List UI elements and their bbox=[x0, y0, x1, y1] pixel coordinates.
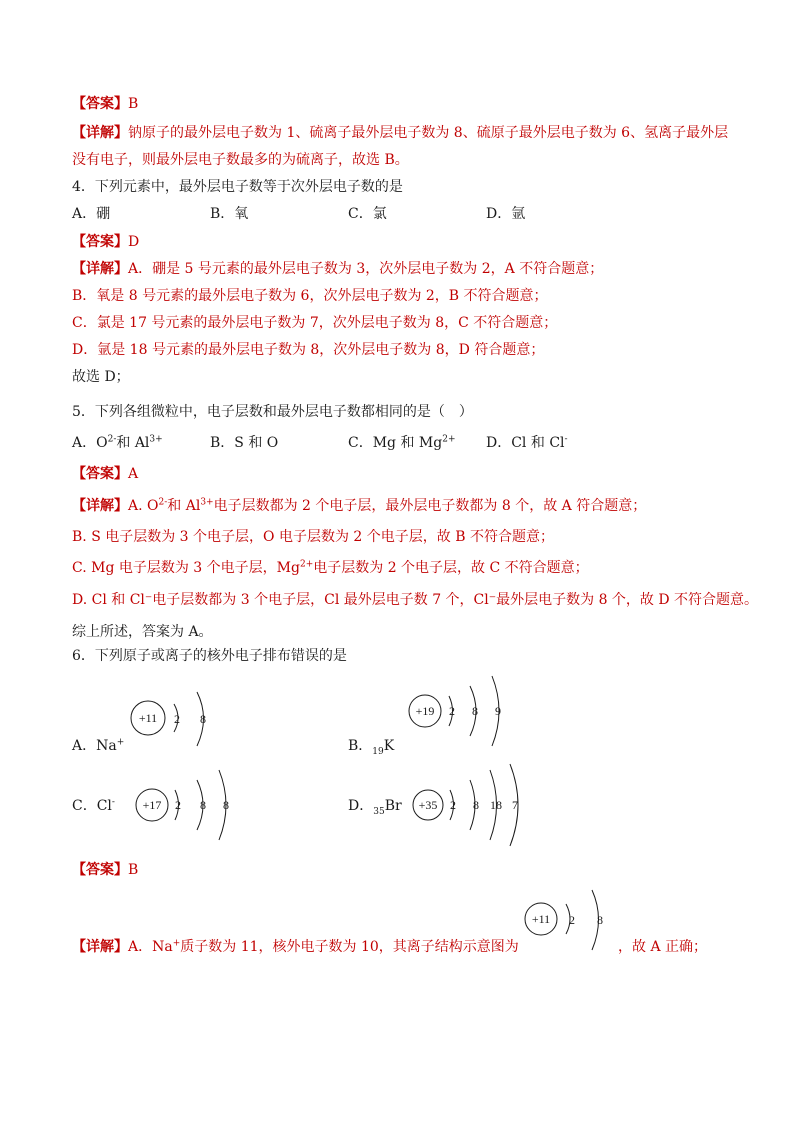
detail-text: 质子数为 11，核外电子数为 10，其离子结构示意图为 bbox=[180, 939, 519, 955]
shell-electrons: 2 bbox=[569, 913, 575, 927]
answer-value: D bbox=[128, 234, 140, 250]
q6-option-c-diagram bbox=[135, 766, 245, 850]
q5-option-b: B．S 和 O bbox=[210, 435, 279, 451]
atomic-number: 35 bbox=[373, 806, 385, 817]
detail-tag: 【详解】 bbox=[72, 261, 128, 277]
nucleus-charge: +19 bbox=[415, 704, 435, 718]
q4-detail-c: C．氯是 17 号元素的最外层电子数为 7，次外层电子数为 8，C 不符合题意； bbox=[72, 315, 558, 331]
shell-electrons: 8 bbox=[200, 798, 206, 812]
q6-stem: 6．下列原子或离子的核外电子排布错误的是 bbox=[72, 648, 347, 664]
q5-conclusion: 综上所述，答案为 A。 bbox=[72, 624, 213, 640]
charge: 2- bbox=[158, 497, 168, 508]
charge: 3+ bbox=[200, 497, 214, 508]
shell-electrons: 7 bbox=[512, 798, 518, 812]
detail-text: 电子层数都为 2 个电子层，最外层电子数都为 8 个，故 A 符合题意； bbox=[213, 498, 647, 514]
opt-text: D．Cl 和 Cl bbox=[486, 435, 565, 451]
detail-text: A．Na bbox=[128, 939, 173, 955]
charge: 2- bbox=[107, 434, 117, 445]
q4-option-c: C．氯 bbox=[348, 206, 387, 222]
charge: 3+ bbox=[149, 434, 163, 445]
opt-text: A．O bbox=[72, 435, 108, 451]
q4-option-d: D．氩 bbox=[486, 206, 526, 222]
atomic-number: 19 bbox=[372, 746, 384, 757]
detail-tag: 【详解】 bbox=[72, 939, 128, 955]
opt-text: C．Cl bbox=[72, 798, 112, 814]
answer-tag: 【答案】 bbox=[72, 466, 128, 482]
shell-electrons: 9 bbox=[495, 704, 501, 718]
q4-answer-line bbox=[72, 232, 139, 252]
detail-tag: 【详解】 bbox=[72, 125, 128, 141]
q6-option-d-diagram bbox=[412, 762, 532, 854]
opt-text: A．Na bbox=[72, 738, 117, 754]
q6-detail-diagram bbox=[524, 886, 614, 960]
charge: - bbox=[564, 434, 568, 445]
element-symbol: Br bbox=[384, 798, 402, 814]
shell-electrons: 8 bbox=[597, 913, 603, 927]
shell-electrons: 2 bbox=[175, 798, 181, 812]
q6-option-a-label bbox=[72, 736, 124, 756]
q5-option-c bbox=[348, 433, 456, 453]
q4-stem: 4．下列元素中，最外层电子数等于次外层电子数的是 bbox=[72, 179, 403, 195]
q4-option-b: B．氧 bbox=[210, 206, 249, 222]
q4-detail-a bbox=[72, 259, 603, 279]
q4-detail-d: D．氩是 18 号元素的最外层电子数为 8，次外层电子数为 8，D 符合题意； bbox=[72, 342, 545, 358]
q4-detail-b: B．氧是 8 号元素的最外层电子数为 6，次外层电子数为 2，B 不符合题意； bbox=[72, 288, 548, 304]
detail-text: 电子层数为 2 个电子层，故 C 不符合题意； bbox=[313, 560, 589, 576]
q5-detail-b: B. S 电子层数为 3 个电子层，O 电子层数为 2 个电子层，故 B 不符合题意； bbox=[72, 529, 554, 545]
q3-detail-line1 bbox=[72, 123, 728, 143]
q3-detail-line2: 没有电子，则最外层电子数最多的为硫离子，故选 B。 bbox=[72, 152, 409, 168]
detail-text: A. O bbox=[128, 498, 159, 514]
detail-text: A．硼是 5 号元素的最外层电子数为 3，次外层电子数为 2，A 不符合题意； bbox=[128, 261, 604, 277]
q6-detail-line bbox=[72, 937, 519, 957]
nucleus-charge: +35 bbox=[418, 798, 438, 812]
shell-electrons: 8 bbox=[223, 798, 229, 812]
q4-option-a: A．硼 bbox=[72, 206, 111, 222]
charge: - bbox=[111, 797, 115, 808]
q4-conclusion: 故选 D； bbox=[72, 369, 130, 385]
shell-electrons: 8 bbox=[200, 712, 206, 726]
answer-value: B bbox=[128, 862, 139, 878]
opt-text: 和 Al bbox=[116, 435, 150, 451]
q5-detail-c bbox=[72, 558, 589, 578]
nucleus-charge: +11 bbox=[138, 711, 158, 725]
opt-text: B． bbox=[348, 738, 373, 754]
q6-answer-line bbox=[72, 860, 138, 880]
opt-text: C．Mg 和 Mg bbox=[348, 435, 443, 451]
answer-value: B bbox=[128, 96, 139, 112]
q5-option-a bbox=[72, 433, 163, 453]
shell-electrons: 2 bbox=[449, 704, 455, 718]
shell-electrons: 8 bbox=[473, 798, 479, 812]
q6-option-d-label bbox=[348, 796, 402, 816]
shell-electrons: 2 bbox=[174, 712, 180, 726]
detail-text: 钠原子的最外层电子数为 1、硫离子最外层电子数为 8、硫原子最外层电子数为 6、氢离子最外层 bbox=[128, 125, 729, 141]
element-symbol: K bbox=[383, 738, 395, 754]
q6-option-b-diagram bbox=[408, 672, 518, 756]
q5-stem: 5．下列各组微粒中，电子层数和最外层电子数都相同的是（ ） bbox=[72, 404, 473, 420]
detail-text: C. Mg 电子层数为 3 个电子层，Mg bbox=[72, 560, 300, 576]
shell-electrons: 18 bbox=[490, 798, 502, 812]
shell-electrons: 2 bbox=[450, 798, 456, 812]
answer-tag: 【答案】 bbox=[72, 234, 128, 250]
q6-detail-tail: ，故 A 正确； bbox=[618, 939, 708, 955]
q5-detail-a bbox=[72, 496, 646, 516]
q5-answer-line bbox=[72, 464, 138, 484]
opt-text: D． bbox=[348, 798, 374, 814]
q3-answer-line bbox=[72, 94, 138, 114]
answer-value: A bbox=[128, 466, 139, 482]
q6-option-c-label bbox=[72, 796, 115, 816]
nucleus-charge: +11 bbox=[531, 912, 551, 926]
charge: + bbox=[172, 938, 181, 949]
q6-option-b-label bbox=[348, 736, 394, 756]
answer-tag: 【答案】 bbox=[72, 862, 128, 878]
nucleus-charge: +17 bbox=[142, 798, 162, 812]
charge: 2+ bbox=[442, 434, 456, 445]
q5-detail-d: D. Cl 和 Cl⁻电子层数都为 3 个电子层，Cl 最外层电子数 7 个，Cl⁻最外层电子数为 8 个，故 D 不符合题意。 bbox=[72, 592, 759, 608]
charge: + bbox=[116, 737, 125, 748]
detail-tag: 【详解】 bbox=[72, 498, 128, 514]
charge: 2+ bbox=[299, 559, 314, 570]
q6-option-a-diagram bbox=[130, 686, 230, 760]
shell-electrons: 8 bbox=[472, 704, 478, 718]
detail-text: 和 Al bbox=[167, 498, 201, 514]
answer-tag: 【答案】 bbox=[72, 96, 128, 112]
q5-option-d bbox=[486, 433, 568, 453]
